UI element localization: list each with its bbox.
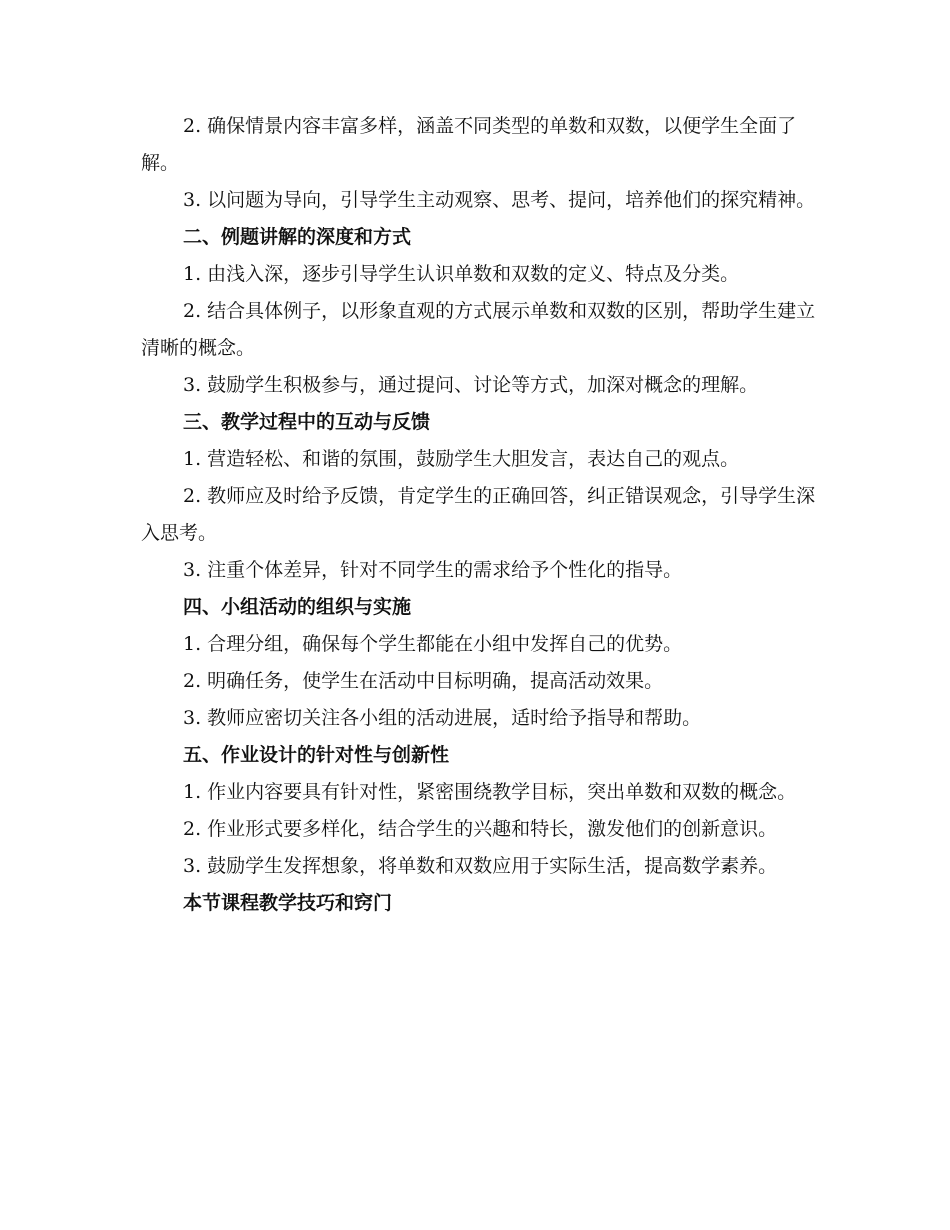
paragraph: 3. 鼓励学生发挥想象，将单数和双数应用于实际生活，提高数学素养。 bbox=[183, 855, 778, 877]
paragraph: 1. 营造轻松、和谐的氛围，鼓励学生大胆发言，表达自己的观点。 bbox=[183, 448, 740, 470]
paragraph: 1. 作业内容要具有针对性，紧密围绕教学目标，突出单数和双数的概念。 bbox=[183, 781, 797, 803]
paragraph: 2. 作业形式要多样化，结合学生的兴趣和特长，激发他们的创新意识。 bbox=[183, 818, 778, 840]
paragraph: 3. 以问题为导向，引导学生主动观察、思考、提问，培养他们的探究精神。 bbox=[183, 189, 816, 211]
paragraph: 3. 注重个体差异，针对不同学生的需求给予个性化的指导。 bbox=[183, 559, 683, 581]
paragraph: 2. 确保情景内容丰富多样，涵盖不同类型的单数和双数，以便学生全面了解。 bbox=[141, 115, 797, 174]
paragraph: 1. 由浅入深，逐步引导学生认识单数和双数的定义、特点及分类。 bbox=[183, 263, 740, 285]
paragraph: 1. 合理分组，确保每个学生都能在小组中发挥自己的优势。 bbox=[183, 633, 683, 655]
section-heading: 三、教学过程中的互动与反馈 bbox=[183, 411, 431, 433]
document-body bbox=[141, 108, 817, 922]
paragraph: 2. 结合具体例子，以形象直观的方式展示单数和双数的区别，帮助学生建立清晰的概念。 bbox=[141, 300, 816, 359]
paragraph: 3. 教师应密切关注各小组的活动进展，适时给予指导和帮助。 bbox=[183, 707, 702, 729]
section-heading: 五、作业设计的针对性与创新性 bbox=[183, 744, 450, 766]
paragraph: 2. 教师应及时给予反馈，肯定学生的正确回答，纠正错误观念，引导学生深入思考。 bbox=[141, 485, 816, 544]
paragraph: 2. 明确任务，使学生在活动中目标明确，提高活动效果。 bbox=[183, 670, 664, 692]
section-heading: 本节课程教学技巧和窍门 bbox=[183, 892, 393, 914]
section-heading: 四、小组活动的组织与实施 bbox=[183, 596, 412, 618]
paragraph: 3. 鼓励学生积极参与，通过提问、讨论等方式，加深对概念的理解。 bbox=[183, 374, 759, 396]
section-heading: 二、例题讲解的深度和方式 bbox=[183, 226, 412, 248]
